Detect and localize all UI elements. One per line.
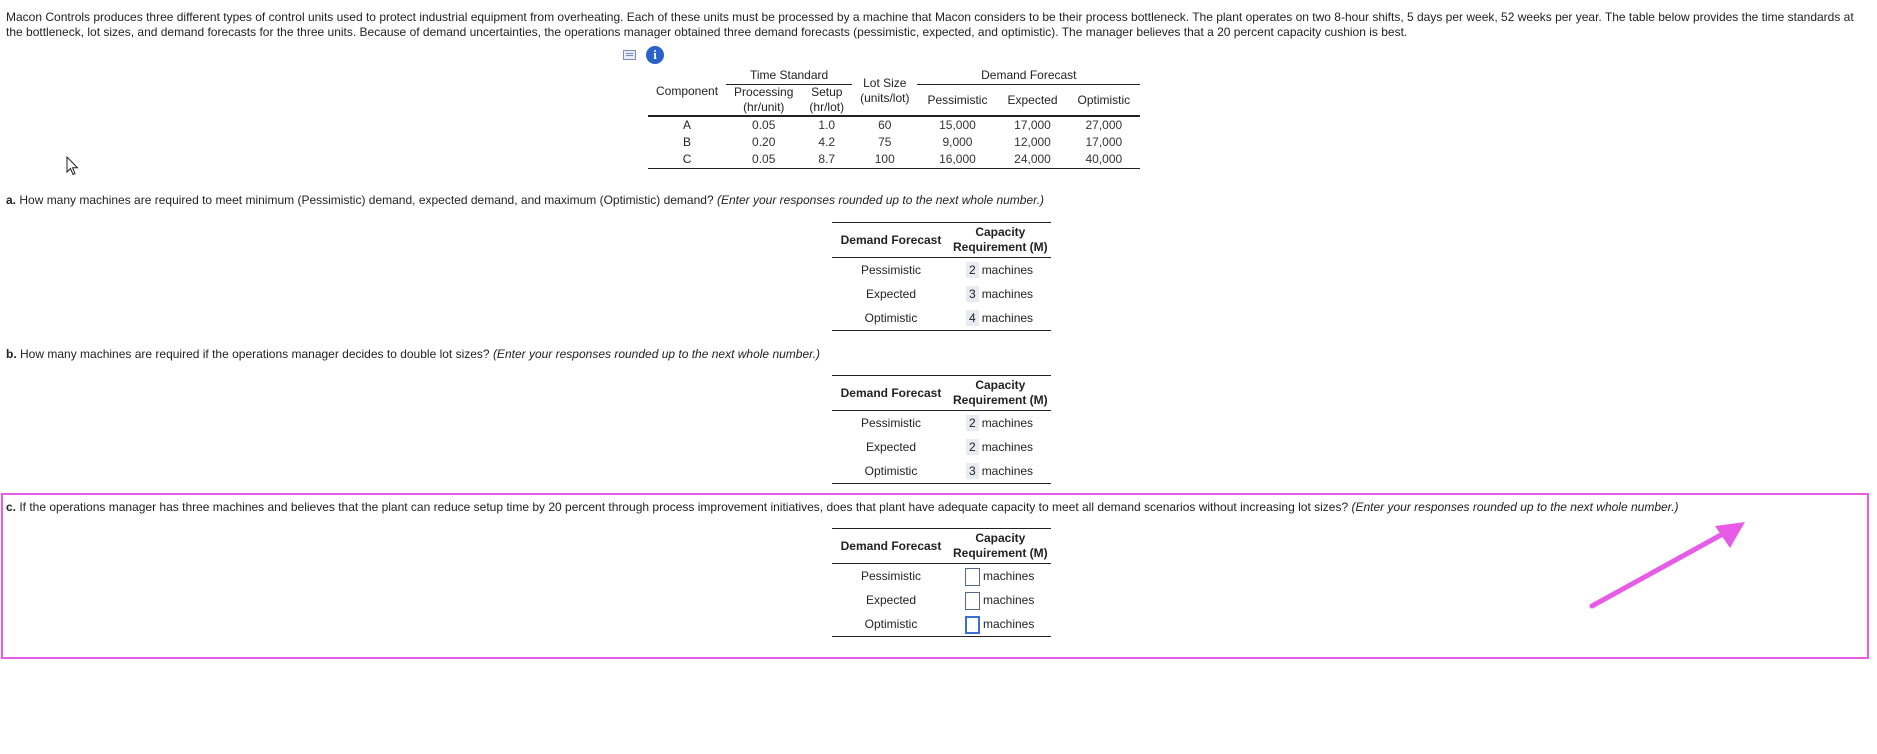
col-component: Component: [648, 67, 726, 116]
mouse-cursor-icon: [66, 156, 80, 176]
col-pessimistic: Pessimistic: [917, 85, 997, 117]
group-time-standard: Time Standard: [726, 67, 852, 85]
col-optimistic: Optimistic: [1068, 85, 1141, 117]
col-demand-forecast: Demand Forecast: [832, 376, 950, 411]
table-row: A 0.05 1.0 60 15,000 17,000 27,000: [683, 118, 1123, 132]
col-capacity-requirement: Capacity Requirement (M): [950, 376, 1051, 411]
col-processing: Processing (hr/unit): [726, 85, 801, 117]
table-row: Optimistic machines: [832, 612, 1051, 637]
table-row: Optimistic 4 machines: [832, 306, 1051, 331]
spreadsheet-icon[interactable]: [623, 50, 636, 60]
table-row: Pessimistic 2 machines: [860, 416, 1034, 430]
table-row: C 0.05 8.7 100 16,000 24,000 40,000: [648, 151, 1140, 169]
col-lot-size: Lot Size (units/lot): [852, 67, 917, 116]
table-row: Expected 3 machines: [865, 287, 1034, 301]
group-demand-forecast: Demand Forecast: [917, 67, 1140, 85]
col-demand-forecast: Demand Forecast: [832, 223, 950, 258]
answer-value: 2: [966, 415, 979, 431]
info-icon[interactable]: i: [646, 46, 664, 64]
answer-input-pessimistic[interactable]: [965, 568, 980, 586]
answer-input-optimistic[interactable]: [965, 616, 980, 634]
answer-value: 2: [966, 439, 979, 455]
table-row: Pessimistic machines: [832, 564, 1051, 589]
table-row: B 0.20 4.2 75 9,000 12,000 17,000: [683, 135, 1123, 149]
annotation-arrow-icon: [1580, 512, 1760, 612]
col-expected: Expected: [997, 85, 1067, 117]
answer-value: 3: [966, 286, 979, 302]
question-c: c. If the operations manager has three machines and believes that the plant can reduce setup time by 20 percent through process improvement initiatives, does that plant have adequate capacity to meet all demand scenarios without increasing lot sizes? (Enter your responses rounded up to the next whole number.): [6, 500, 1679, 514]
data-table: [648, 67, 1140, 169]
answer-value: 2: [966, 262, 979, 278]
answer-table-b: [832, 375, 1051, 484]
problem-intro: Macon Controls produces three different types of control units used to protect industrial equipment from overheating. Each of these units must be processed by a machine that Macon considers to be their process bottleneck. The plant operates on two 8-hour shifts, 5 days per week, 52 weeks per year. The table below provides the time standards at the bottleneck, lot sizes, and demand forecasts for the three units. Because of demand uncertainties, the operations manager obtained three demand forecasts (pessimistic, expected, and optimistic). The manager believes that a 20 percent capacity cushion is best.: [6, 10, 1854, 39]
table-row: Expected machines: [832, 588, 1051, 612]
table-row: Expected 2 machines: [865, 440, 1034, 454]
question-b: b. How many machines are required if the operations manager decides to double lot sizes? (Enter your responses rounded up to the next whole number.): [6, 347, 821, 361]
answer-table-a: [832, 222, 1051, 331]
table-row: Optimistic 3 machines: [832, 459, 1051, 484]
col-capacity-requirement: Capacity Requirement (M): [950, 223, 1051, 258]
col-capacity-requirement: Capacity Requirement (M): [950, 529, 1051, 564]
answer-table-c: [832, 528, 1051, 637]
table-row: Pessimistic 2 machines: [860, 263, 1034, 277]
answer-value: 4: [966, 310, 979, 326]
question-a: a. How many machines are required to meet minimum (Pessimistic) demand, expected demand, and maximum (Optimistic) demand? (Enter your responses rounded up to the next whole number.): [6, 193, 1045, 207]
col-setup: Setup (hr/lot): [801, 85, 852, 117]
answer-value: 3: [966, 463, 979, 479]
col-demand-forecast: Demand Forecast: [832, 529, 950, 564]
answer-input-expected[interactable]: [965, 592, 980, 610]
